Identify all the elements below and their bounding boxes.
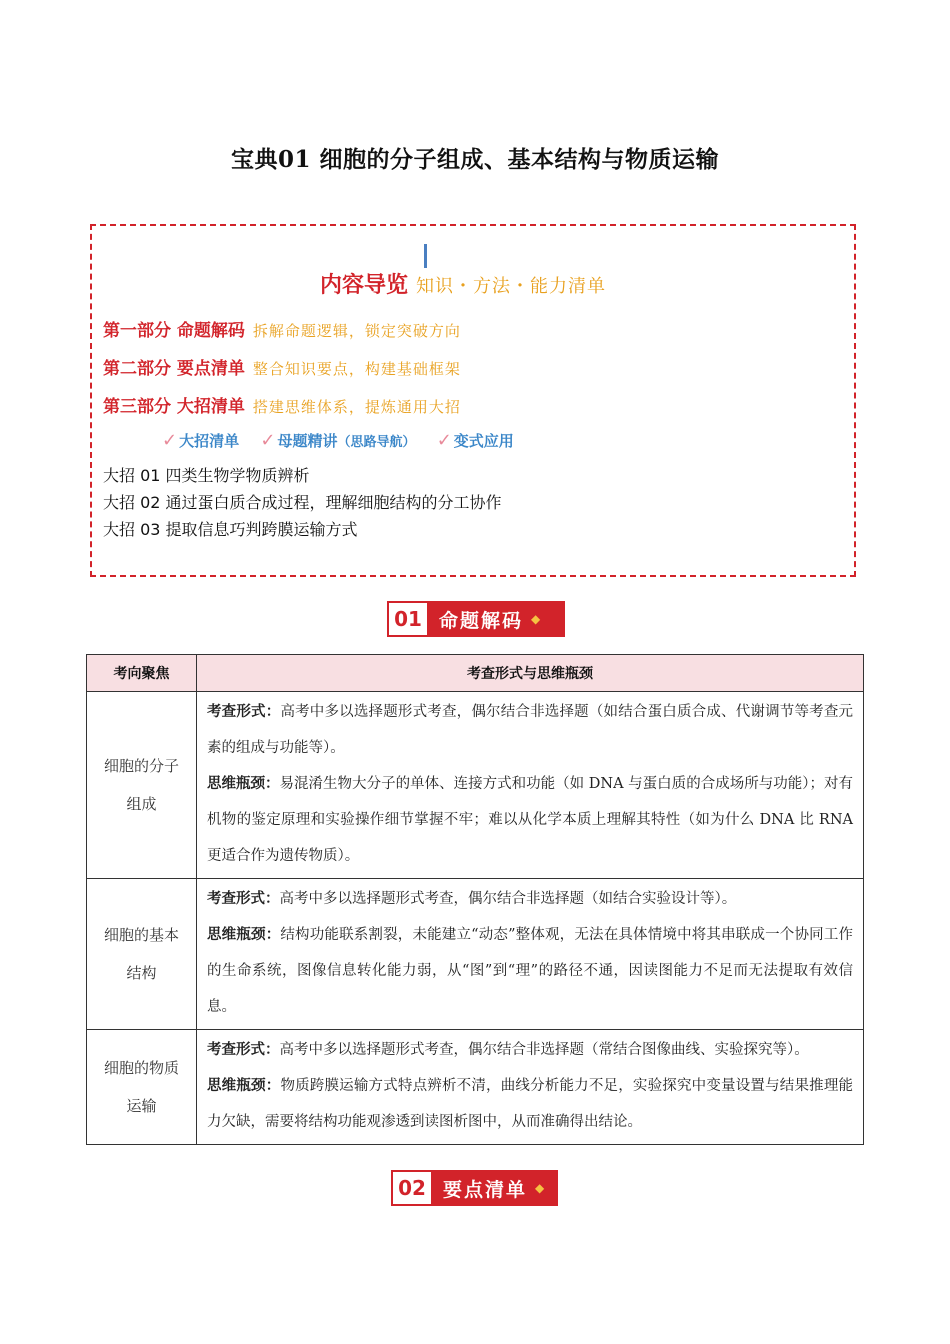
part-2 [103,354,461,379]
tab-mother-questions[interactable]: ✓ 母题精讲（思路导航） [260,430,416,451]
part-label: 第二部分 要点清单 [103,359,245,379]
bottleneck-text: 易混淆生物大分子的单体、连接方式和功能（如 DNA 与蛋白质的合成场所与功能）；对有机物的鉴定原理和实验操作细节掌握不牢；难以从化学本质上理解其特性（如为什么 DNA 比 RNA 更适合作为遗传物质）。 [207,776,854,864]
tab-moves[interactable]: ✓ 大招清单 [162,430,240,451]
part-3 [103,392,461,417]
detail-cell [197,692,864,879]
column-header: 考向聚焦 [87,655,197,692]
topic-cell: 细胞的物质运输 [87,1030,197,1145]
form-label: 考查形式： [207,891,280,907]
list-item: 大招 01 四类生物学物质辨析 [103,466,310,485]
list-item: 大招 03 提取信息巧判跨膜运输方式 [103,520,358,539]
diamond-icon: ◆ [535,1181,547,1195]
part-desc: 搭建思维体系，提炼通用大招 [252,398,461,416]
column-header: 考查形式与思维瓶颈 [197,655,864,692]
form-text: 高考中多以选择题形式考查，偶尔结合非选择题（如结合蛋白质合成、代谢调节等考查元素的组成与功能等）。 [207,704,854,756]
check-icon: ✓ [162,430,178,451]
detail-cell [197,879,864,1030]
topic-cell: 细胞的基本结构 [87,879,197,1030]
table-row [87,879,864,1030]
part-desc: 整合知识要点，构建基础框架 [252,360,461,378]
bottleneck-text: 物质跨膜运输方式特点辨析不清，曲线分析能力不足，实验探究中变量设置与结果推理能力欠缺，需要将结构功能观渗透到读图析图中，从而准确得出结论。 [207,1078,854,1130]
guide-heading-sub: 知识・方法・能力清单 [416,276,607,297]
bottleneck-label: 思维瓶颈： [207,927,281,943]
section-number: 02 [393,1172,431,1204]
guide-heading-main: 内容导览 [320,273,409,298]
diamond-icon: ◆ [531,612,543,626]
form-text: 高考中多以选择题形式考查，偶尔结合非选择题（常结合图像曲线、实验探究等）。 [279,1042,809,1058]
tab-variants[interactable]: ✓ 变式应用 [436,430,514,451]
move-list [103,462,502,543]
guide-heading [320,268,606,299]
text-cursor [424,244,427,268]
form-text: 高考中多以选择题形式考查，偶尔结合非选择题（如结合实验设计等）。 [279,891,737,907]
section-name: 要点清单 [443,1178,528,1201]
section-name: 命题解码 [439,609,524,632]
part-1 [103,316,461,341]
check-icon: ✓ [260,430,276,451]
topic-cell: 细胞的分子组成 [87,692,197,879]
section-badge-2 [391,1170,558,1206]
section-number: 01 [389,603,427,635]
part-desc: 拆解命题逻辑，锁定突破方向 [252,322,461,340]
check-icon: ✓ [436,430,452,451]
table-header-row [87,655,864,692]
form-label: 考查形式： [207,1042,280,1058]
bottleneck-label: 思维瓶颈： [207,776,280,792]
list-item: 大招 02 通过蛋白质合成过程，理解细胞结构的分工协作 [103,493,502,512]
table-row [87,1030,864,1145]
section-badge-1 [387,601,565,637]
detail-cell [197,1030,864,1145]
page-title: 宝典01 细胞的分子组成、基本结构与物质运输 [230,146,719,173]
bottleneck-text: 结构功能联系割裂，未能建立“动态”整体观，无法在具体情境中将其串联成一个协同工作的生命系统，图像信息转化能力弱，从“图”到“理”的路径不通，因读图能力不足而无法提取有效信息。 [207,927,853,1015]
guide-tabs [162,430,530,451]
part-label: 第一部分 命题解码 [103,321,245,341]
table-row [87,692,864,879]
form-label: 考查形式： [207,704,281,720]
exam-focus-table [86,654,864,1145]
bottleneck-label: 思维瓶颈： [207,1078,281,1094]
part-label: 第三部分 大招清单 [103,397,245,417]
